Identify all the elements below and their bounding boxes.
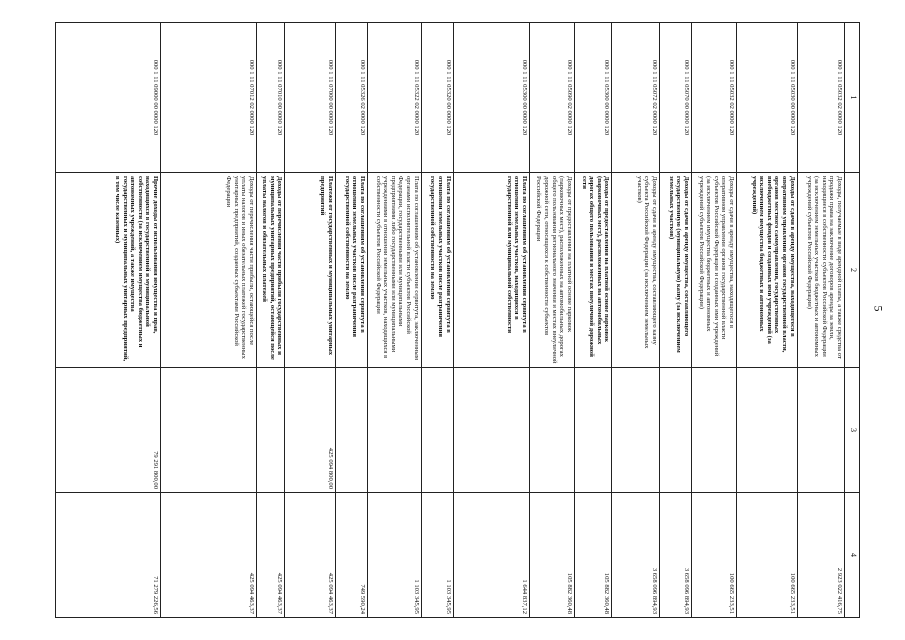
code-cell: 000 1 11 07010 00 0000 120 bbox=[256, 23, 284, 173]
plan-value-cell bbox=[160, 368, 256, 493]
code-cell: 000 1 11 05032 02 0000 120 bbox=[691, 23, 736, 173]
header-row bbox=[845, 23, 860, 618]
plan-value-cell bbox=[612, 368, 659, 493]
fact-value-cell: 1 103 345,95 bbox=[368, 493, 421, 618]
table-row bbox=[529, 23, 574, 618]
name-cell: Доходы от перечисления части прибыли государственных и муниципальных унитарных предприятий, остающейся после уплаты налогов и обязательных платежей bbox=[256, 173, 284, 368]
fact-value-cell: 425 094 463,37 bbox=[256, 493, 284, 618]
table-row bbox=[368, 23, 421, 618]
code-cell: 000 1 11 05300 00 0000 120 bbox=[574, 23, 612, 173]
code-cell: 000 1 11 09000 00 0000 120 bbox=[56, 23, 161, 173]
code-cell: 000 1 11 05032 02 0000 120 bbox=[797, 23, 844, 173]
table-row bbox=[736, 23, 797, 618]
name-cell: Доходы от сдачи в аренду имущества, составляющего государственную (муниципальную) казну (за исключением земельных участков) bbox=[659, 173, 691, 368]
name-cell: Плата по соглашениям об установлении сервитута в отношении земельных участков после разграничения государственной собственности на землю bbox=[421, 173, 453, 368]
code-cell: 000 1 11 05320 00 0000 120 bbox=[421, 23, 453, 173]
name-cell: Платежи от государственных и муниципальных унитарных предприятий bbox=[285, 173, 336, 368]
fact-value-cell: 425 094 463,37 bbox=[160, 493, 256, 618]
plan-value-cell bbox=[659, 368, 691, 493]
table-row bbox=[421, 23, 453, 618]
table-row bbox=[691, 23, 736, 618]
name-cell: Доходы от сдачи в аренду имущества, находящегося в оперативном управлении органов государственной власти, органов местного самоуправления, государственных внебюджетных фондов и созданных ими учреждений (за исключением имущества бюджетных и автономных учреждений) bbox=[736, 173, 797, 368]
header-cell: 3 bbox=[845, 368, 860, 493]
revenue-table bbox=[55, 22, 860, 618]
name-cell: Доходы от предоставления на платной основе парковок (парковочных мест), расположенных на автомобильных дорогах общего пользования и местах внеуличной дорожной сети bbox=[574, 173, 612, 368]
fact-value-cell: 100 665 233,51 bbox=[691, 493, 736, 618]
fact-value-cell: 425 094 463,37 bbox=[285, 493, 336, 618]
name-cell: Доходы, получаемые в виде арендной платы, а также средства от продажи права на заключение договоров аренды за земли, находящиеся в собственности субъектов Российской Федерации (за исключением земельных участков бюджетных и автономных учреждений субъектов Российской Федерации) bbox=[797, 173, 844, 368]
header-cell: 2 bbox=[845, 173, 860, 368]
fact-value-cell: 105 882 360,48 bbox=[574, 493, 612, 618]
plan-value-cell bbox=[797, 368, 844, 493]
table-row bbox=[336, 23, 368, 618]
code-cell: 000 1 11 05090 02 0000 120 bbox=[529, 23, 574, 173]
header-cell: 4 bbox=[845, 493, 860, 618]
name-cell: Доходы от предоставления на платной основе парковок (парковочных мест), расположенных на автомобильных дорогах общего пользования регионального значения и местах внеуличной дорожной сети, относящихся к собственности субъектов Российской Федерации bbox=[529, 173, 574, 368]
table-row bbox=[453, 23, 529, 618]
fact-value-cell: 100 665 233,51 bbox=[736, 493, 797, 618]
plan-value-cell bbox=[256, 368, 284, 493]
name-cell: Доходы от сдачи в аренду имущества, находящегося в оперативном управлении органов государственной власти субъектов Российской Федерации и созданных ими учреждений (за исключением имущества бюджетных и автономных учреждений субъектов Российской Федерации) bbox=[691, 173, 736, 368]
code-cell: 000 1 11 05072 02 0000 120 bbox=[612, 23, 659, 173]
table-row bbox=[256, 23, 284, 618]
page-number: 5 bbox=[871, 305, 886, 312]
table-row bbox=[160, 23, 256, 618]
header-cell: 1 bbox=[845, 23, 860, 173]
table-row bbox=[797, 23, 844, 618]
plan-value-cell: 425 094 800,00 bbox=[285, 368, 336, 493]
code-cell: 000 1 11 05300 00 0000 120 bbox=[453, 23, 529, 173]
fact-value-cell: 3 658 096 894,93 bbox=[659, 493, 691, 618]
code-cell: 000 1 11 07012 02 0000 120 bbox=[160, 23, 256, 173]
fact-value-cell: 105 882 360,48 bbox=[529, 493, 574, 618]
fact-value-cell: 3 658 096 894,93 bbox=[612, 493, 659, 618]
table-row bbox=[659, 23, 691, 618]
table-row bbox=[574, 23, 612, 618]
plan-value-cell bbox=[691, 368, 736, 493]
fact-value-cell: 1 103 345,95 bbox=[421, 493, 453, 618]
name-cell: Плата по соглашениям об установлении сервитута в отношении земельных участков, находящихся в государственной или муниципальной собственности bbox=[453, 173, 529, 368]
code-cell: 000 1 11 05322 02 0000 120 bbox=[368, 23, 421, 173]
plan-value-cell bbox=[336, 368, 368, 493]
plan-value-cell bbox=[421, 368, 453, 493]
code-cell: 000 1 11 05030 00 0000 120 bbox=[736, 23, 797, 173]
name-cell: Плата по соглашениям об установлении сервитута, заключенным органами исполнительной власти субъектов Российской Федерации, государственными или муниципальными предприятиями либо государственными или муниципальными учреждениями в отношении земельных участков, находящихся в собственности субъектов Российской Федерации bbox=[368, 173, 421, 368]
name-cell: Прочие доходы от использования имущества и прав, находящихся в государственной и муниципальной собственности (за исключением имущества бюджетных и автономных учреждений, а также имущества государственных и муниципальных унитарных предприятий, в том числе казенных) bbox=[56, 173, 161, 368]
code-cell: 000 1 11 05070 00 0000 120 bbox=[659, 23, 691, 173]
code-cell: 000 1 11 07000 00 0000 120 bbox=[285, 23, 336, 173]
fact-value-cell: 1 644 837,12 bbox=[453, 493, 529, 618]
plan-value-cell bbox=[736, 368, 797, 493]
rotated-table-container bbox=[55, 22, 860, 617]
name-cell: Плата по соглашениям об установлении сервитута в отношении земельных участков после разграничения государственной собственности на землю bbox=[336, 173, 368, 368]
plan-value-cell bbox=[529, 368, 574, 493]
code-cell: 000 1 11 05326 02 0000 120 bbox=[336, 23, 368, 173]
table-row bbox=[56, 23, 161, 618]
fact-value-cell: 2 923 022 416,75 bbox=[797, 493, 844, 618]
plan-value-cell: 79 291 800,00 bbox=[56, 368, 161, 493]
fact-value-cell: 749 590,24 bbox=[336, 493, 368, 618]
table-row bbox=[612, 23, 659, 618]
name-cell: Доходы от перечисления части прибыли, остающейся после уплаты налогов и иных обязательных платежей государственных унитарных предприятий, созданных субъектами Российской Федерации bbox=[160, 173, 256, 368]
plan-value-cell bbox=[453, 368, 529, 493]
plan-value-cell bbox=[574, 368, 612, 493]
plan-value-cell bbox=[368, 368, 421, 493]
name-cell: Доходы от сдачи в аренду имущества, составляющего казну субъекта Российской Федерации (за исключением земельных участков) bbox=[612, 173, 659, 368]
table-row bbox=[285, 23, 336, 618]
fact-value-cell: 71 279 226,56 bbox=[56, 493, 161, 618]
